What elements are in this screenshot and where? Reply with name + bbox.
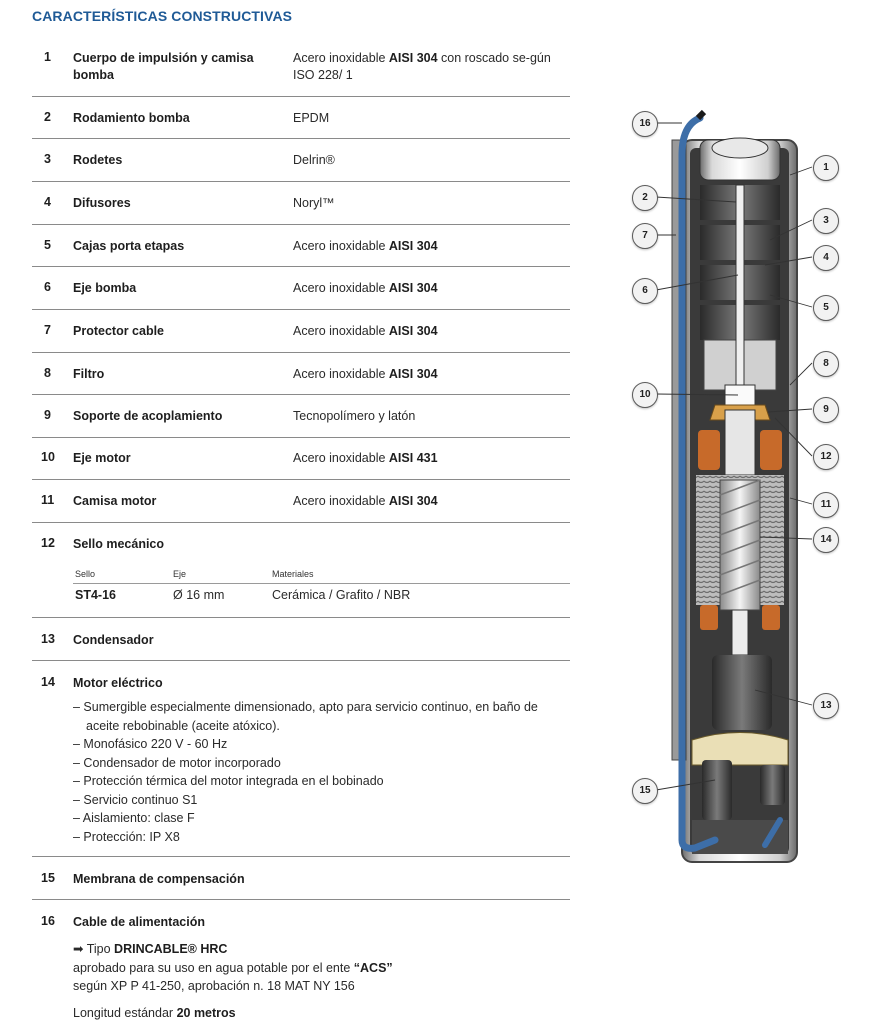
cable-type-prefix: ➡ Tipo	[73, 942, 115, 956]
item-material	[293, 366, 438, 383]
callout-6: 6	[632, 278, 658, 304]
length-value: 20 metros	[176, 1006, 236, 1020]
item-material	[293, 280, 438, 297]
callout-13: 13	[813, 693, 839, 719]
callout-10: 10	[632, 382, 658, 408]
item-material	[293, 323, 438, 340]
divider	[32, 856, 570, 857]
cable-approval-2: según XP P 41-250, aprobación n. 18 MAT NY 156	[73, 979, 355, 993]
divider	[32, 352, 570, 353]
callout-4: 4	[813, 245, 839, 271]
callout-8: 8	[813, 351, 839, 377]
divider	[32, 224, 570, 225]
material-grade: AISI 304	[388, 51, 438, 65]
callout-16: 16	[632, 111, 658, 137]
item-name: Filtro	[73, 367, 105, 381]
item-material	[293, 493, 438, 510]
item-name: Cajas porta etapas	[73, 239, 185, 253]
material-text: Acero inoxidable	[293, 324, 389, 338]
cable-approval-1	[73, 959, 393, 977]
item-number: 13	[41, 632, 55, 646]
list-item: – Protección: IP X8	[73, 829, 180, 844]
item-name: Protector cable	[73, 324, 165, 338]
item-number: 16	[41, 914, 55, 928]
material-note: con roscado se-gún ISO 228/ 1	[293, 51, 551, 82]
item-name: Condensador	[73, 633, 154, 647]
material-text: Acero inoxidable	[293, 494, 389, 508]
list-item: – Condensador de motor incorporado	[73, 755, 281, 770]
divider	[32, 266, 570, 267]
list-item: – Monofásico 220 V - 60 Hz	[73, 737, 228, 751]
callout-15: 15	[632, 778, 658, 804]
item-name: Sello mecánico	[73, 537, 165, 551]
callout-11: 11	[813, 492, 839, 518]
seal-shaft: Ø 16 mm	[173, 588, 225, 602]
callout-7: 7	[632, 223, 658, 249]
seal-materials: Cerámica / Grafito / NBR	[272, 588, 411, 602]
item-name: Motor eléctrico	[73, 676, 163, 690]
section-title: CARACTERÍSTICAS CONSTRUCTIVAS	[32, 8, 293, 24]
seal-header-eje: Eje	[173, 569, 187, 579]
callout-12: 12	[813, 444, 839, 470]
item-number: 6	[44, 280, 51, 294]
item-name: Cuerpo de impulsión y camisa bomba	[73, 51, 254, 82]
divider	[32, 522, 570, 523]
list-item: – Protección térmica del motor integrada en el bobinado	[73, 774, 384, 788]
seal-table-rule	[73, 583, 570, 584]
item-name: Eje motor	[73, 451, 131, 465]
item-material	[293, 50, 569, 84]
item-material: Delrin®	[293, 153, 335, 167]
divider	[32, 138, 570, 139]
divider	[32, 660, 570, 661]
callout-14: 14	[813, 527, 839, 553]
item-name: Difusores	[73, 196, 131, 210]
material-text: Acero inoxidable	[293, 51, 389, 65]
item-name: Soporte de acoplamiento	[73, 409, 223, 423]
material-grade: AISI 304	[388, 281, 438, 295]
approval-text: aprobado para su uso en agua potable por el ente	[73, 961, 354, 975]
material-text: Acero inoxidable	[293, 367, 389, 381]
approval-body: “ACS”	[353, 961, 393, 975]
divider	[32, 181, 570, 182]
item-name: Rodetes	[73, 153, 123, 167]
divider	[32, 479, 570, 480]
divider	[32, 96, 570, 97]
item-number: 3	[44, 152, 51, 166]
list-item: – Servicio continuo S1	[73, 792, 198, 807]
material-text: Acero inoxidable	[293, 451, 389, 465]
material-grade: AISI 304	[388, 494, 438, 508]
cable-type-name: DRINCABLE® HRC	[114, 942, 228, 956]
item-material: EPDM	[293, 111, 330, 125]
material-grade: AISI 431	[388, 451, 438, 465]
material-text: Acero inoxidable	[293, 239, 389, 253]
item-name: Eje bomba	[73, 281, 137, 295]
motor-features-list	[73, 698, 568, 846]
item-number: 7	[44, 323, 51, 337]
divider	[32, 309, 570, 310]
item-number: 15	[41, 871, 55, 885]
material-grade: AISI 304	[388, 239, 438, 253]
item-material	[293, 450, 438, 467]
item-number: 1	[44, 50, 51, 64]
cable-type	[73, 940, 227, 958]
item-material: Tecnopolímero y latón	[293, 409, 416, 423]
item-number: 2	[44, 110, 51, 124]
material-grade: AISI 304	[388, 367, 438, 381]
callout-9: 9	[813, 397, 839, 423]
item-number: 14	[41, 675, 55, 689]
list-item: – Aislamiento: clase F	[73, 811, 195, 825]
item-name: Camisa motor	[73, 494, 157, 508]
callout-2: 2	[632, 185, 658, 211]
item-material	[293, 238, 438, 255]
item-name: Cable de alimentación	[73, 915, 205, 929]
seal-header-sello: Sello	[75, 569, 96, 579]
cable-length	[73, 1004, 236, 1022]
item-number: 4	[44, 195, 51, 209]
item-number: 10	[41, 450, 55, 464]
callout-1: 1	[813, 155, 839, 181]
item-number: 5	[44, 238, 51, 252]
divider	[32, 617, 570, 618]
item-number: 9	[44, 408, 51, 422]
material-text: Acero inoxidable	[293, 281, 389, 295]
item-material: Noryl™	[293, 196, 335, 210]
item-number: 11	[41, 493, 55, 507]
divider	[32, 899, 570, 900]
seal-header-materiales: Materiales	[272, 569, 314, 579]
item-number: 12	[41, 536, 55, 550]
length-text: Longitud estándar	[73, 1006, 177, 1020]
item-name: Membrana de compensación	[73, 872, 245, 886]
callout-5: 5	[813, 295, 839, 321]
divider	[32, 437, 570, 438]
divider	[32, 394, 570, 395]
item-name: Rodamiento bomba	[73, 111, 190, 125]
list-item: – Sumergible especialmente dimensionado, apto para servicio continuo, en baño de aceite rebobinable (aceite atóxico).	[73, 700, 538, 733]
material-grade: AISI 304	[388, 324, 438, 338]
seal-model: ST4-16	[75, 588, 116, 602]
callout-3: 3	[813, 208, 839, 234]
item-number: 8	[44, 366, 51, 380]
